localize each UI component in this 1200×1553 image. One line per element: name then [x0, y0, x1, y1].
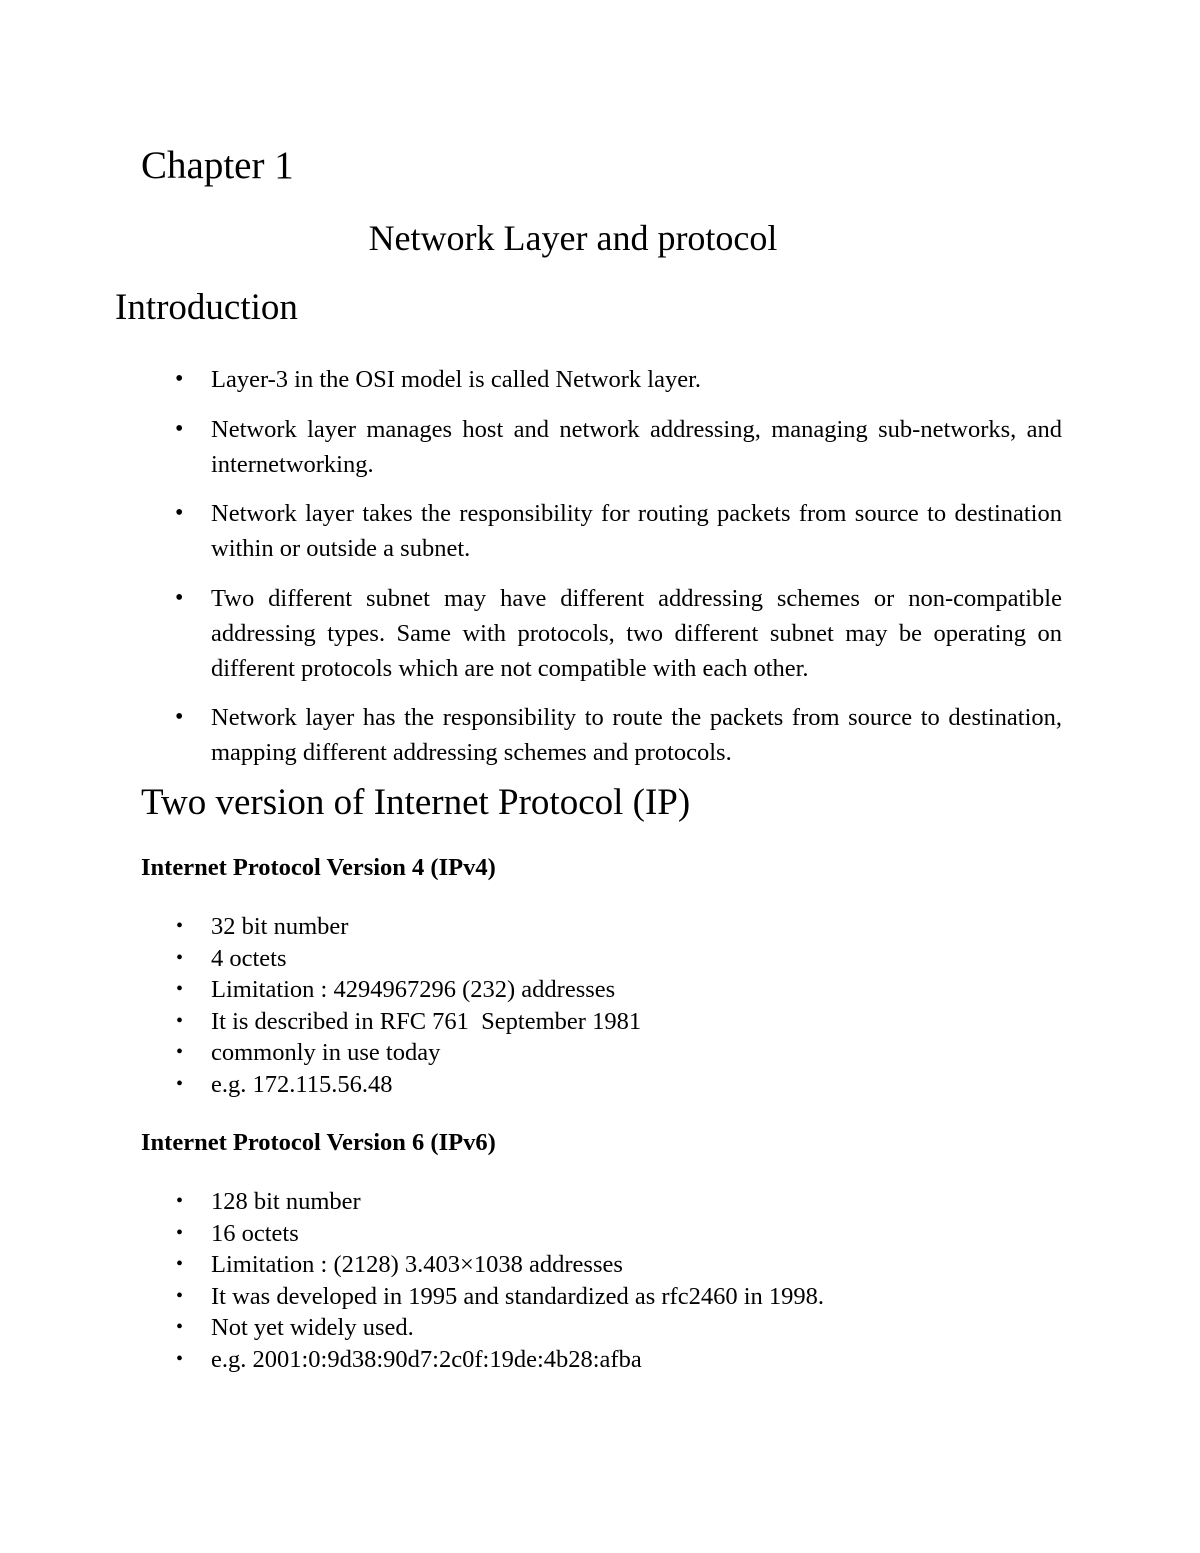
bullet-icon: •: [176, 1041, 184, 1063]
bullet-icon: •: [176, 1316, 184, 1338]
list-item-text: 128 bit number: [211, 1188, 361, 1215]
ipv4-facts-list: [0, 911, 1200, 1100]
list-item: [175, 412, 1062, 482]
introduction-list: [0, 362, 1200, 785]
list-item-text: Limitation : 4294967296 (232) addresses: [211, 976, 616, 1003]
list-item-text: 16 octets: [211, 1219, 299, 1247]
bullet-icon: •: [175, 366, 184, 392]
list-item-text: commonly in use today: [211, 1039, 441, 1066]
list-item-text: 4 octets: [211, 944, 287, 972]
bullet-icon: •: [175, 500, 184, 526]
bullet-icon: •: [176, 978, 184, 1000]
list-item-text: It was developed in 1995 and standardized as rfc2460 in 1998.: [211, 1282, 825, 1310]
list-item: [176, 1249, 1200, 1281]
bullet-icon: •: [175, 704, 184, 730]
list-item-text: e.g. 2001:0:9d38:90d7:2c0f:19de:4b28:afba: [211, 1345, 642, 1373]
chapter-label: Chapter 1: [141, 144, 294, 187]
list-item: [176, 1281, 1200, 1313]
bullet-icon: •: [175, 584, 184, 611]
list-item: [176, 911, 1200, 943]
list-item-text: e.g. 172.115.56.48: [211, 1070, 393, 1098]
list-item: [176, 1037, 1200, 1069]
list-item: [176, 943, 1200, 975]
list-item-text: Network layer takes the responsibility for routing packets from source to destination within or outside a subnet.: [211, 500, 1062, 562]
list-item: [175, 496, 1062, 566]
ipv6-facts-list: [0, 1186, 1200, 1375]
list-item-text: It is described in RFC 761 September 1981: [211, 1007, 642, 1035]
ip-versions-heading: Two version of Internet Protocol (IP): [141, 782, 691, 823]
list-item: [176, 1344, 1200, 1376]
bullet-icon: •: [176, 1253, 184, 1275]
list-item: [176, 974, 1200, 1006]
bullet-icon: •: [176, 1284, 184, 1307]
list-item-text: Not yet widely used.: [211, 1314, 414, 1341]
introduction-heading: Introduction: [115, 287, 298, 328]
list-item-text: Network layer manages host and network addressing, managing sub-networks, and internetworking.: [211, 415, 1062, 478]
list-item: [176, 1006, 1200, 1038]
bullet-icon: •: [176, 1009, 184, 1032]
bullet-icon: •: [176, 1072, 184, 1095]
list-item: [176, 1312, 1200, 1344]
document-title: Network Layer and protocol: [368, 218, 778, 258]
list-item: [176, 1069, 1200, 1101]
list-item: [176, 1186, 1200, 1218]
bullet-icon: •: [176, 1347, 184, 1370]
list-item-text: Network layer has the responsibility to route the packets from source to destination, mapping different addressing schemes and protocols.: [211, 704, 1062, 766]
list-item: [176, 1218, 1200, 1250]
list-item-text: Layer-3 in the OSI model is called Network layer.: [211, 366, 702, 393]
bullet-icon: •: [176, 915, 184, 937]
list-item-text: Two different subnet may have different addressing schemes or non-compatible addressing types. Same with protocols, two different subnet may be operating on different protocols which are not compatible with each other.: [211, 584, 1062, 682]
list-item-text: 32 bit number: [211, 913, 349, 940]
bullet-icon: •: [176, 1221, 184, 1244]
ipv6-heading: Internet Protocol Version 6 (IPv6): [141, 1129, 496, 1156]
bullet-icon: •: [175, 415, 184, 442]
bullet-icon: •: [176, 1190, 184, 1212]
list-item-text: Limitation : (2128) 3.403×1038 addresses: [211, 1251, 623, 1278]
bullet-icon: •: [176, 946, 184, 969]
list-item: [175, 581, 1062, 686]
list-item: [175, 362, 1062, 397]
list-item: [175, 700, 1062, 770]
ipv4-heading: Internet Protocol Version 4 (IPv4): [141, 854, 496, 881]
